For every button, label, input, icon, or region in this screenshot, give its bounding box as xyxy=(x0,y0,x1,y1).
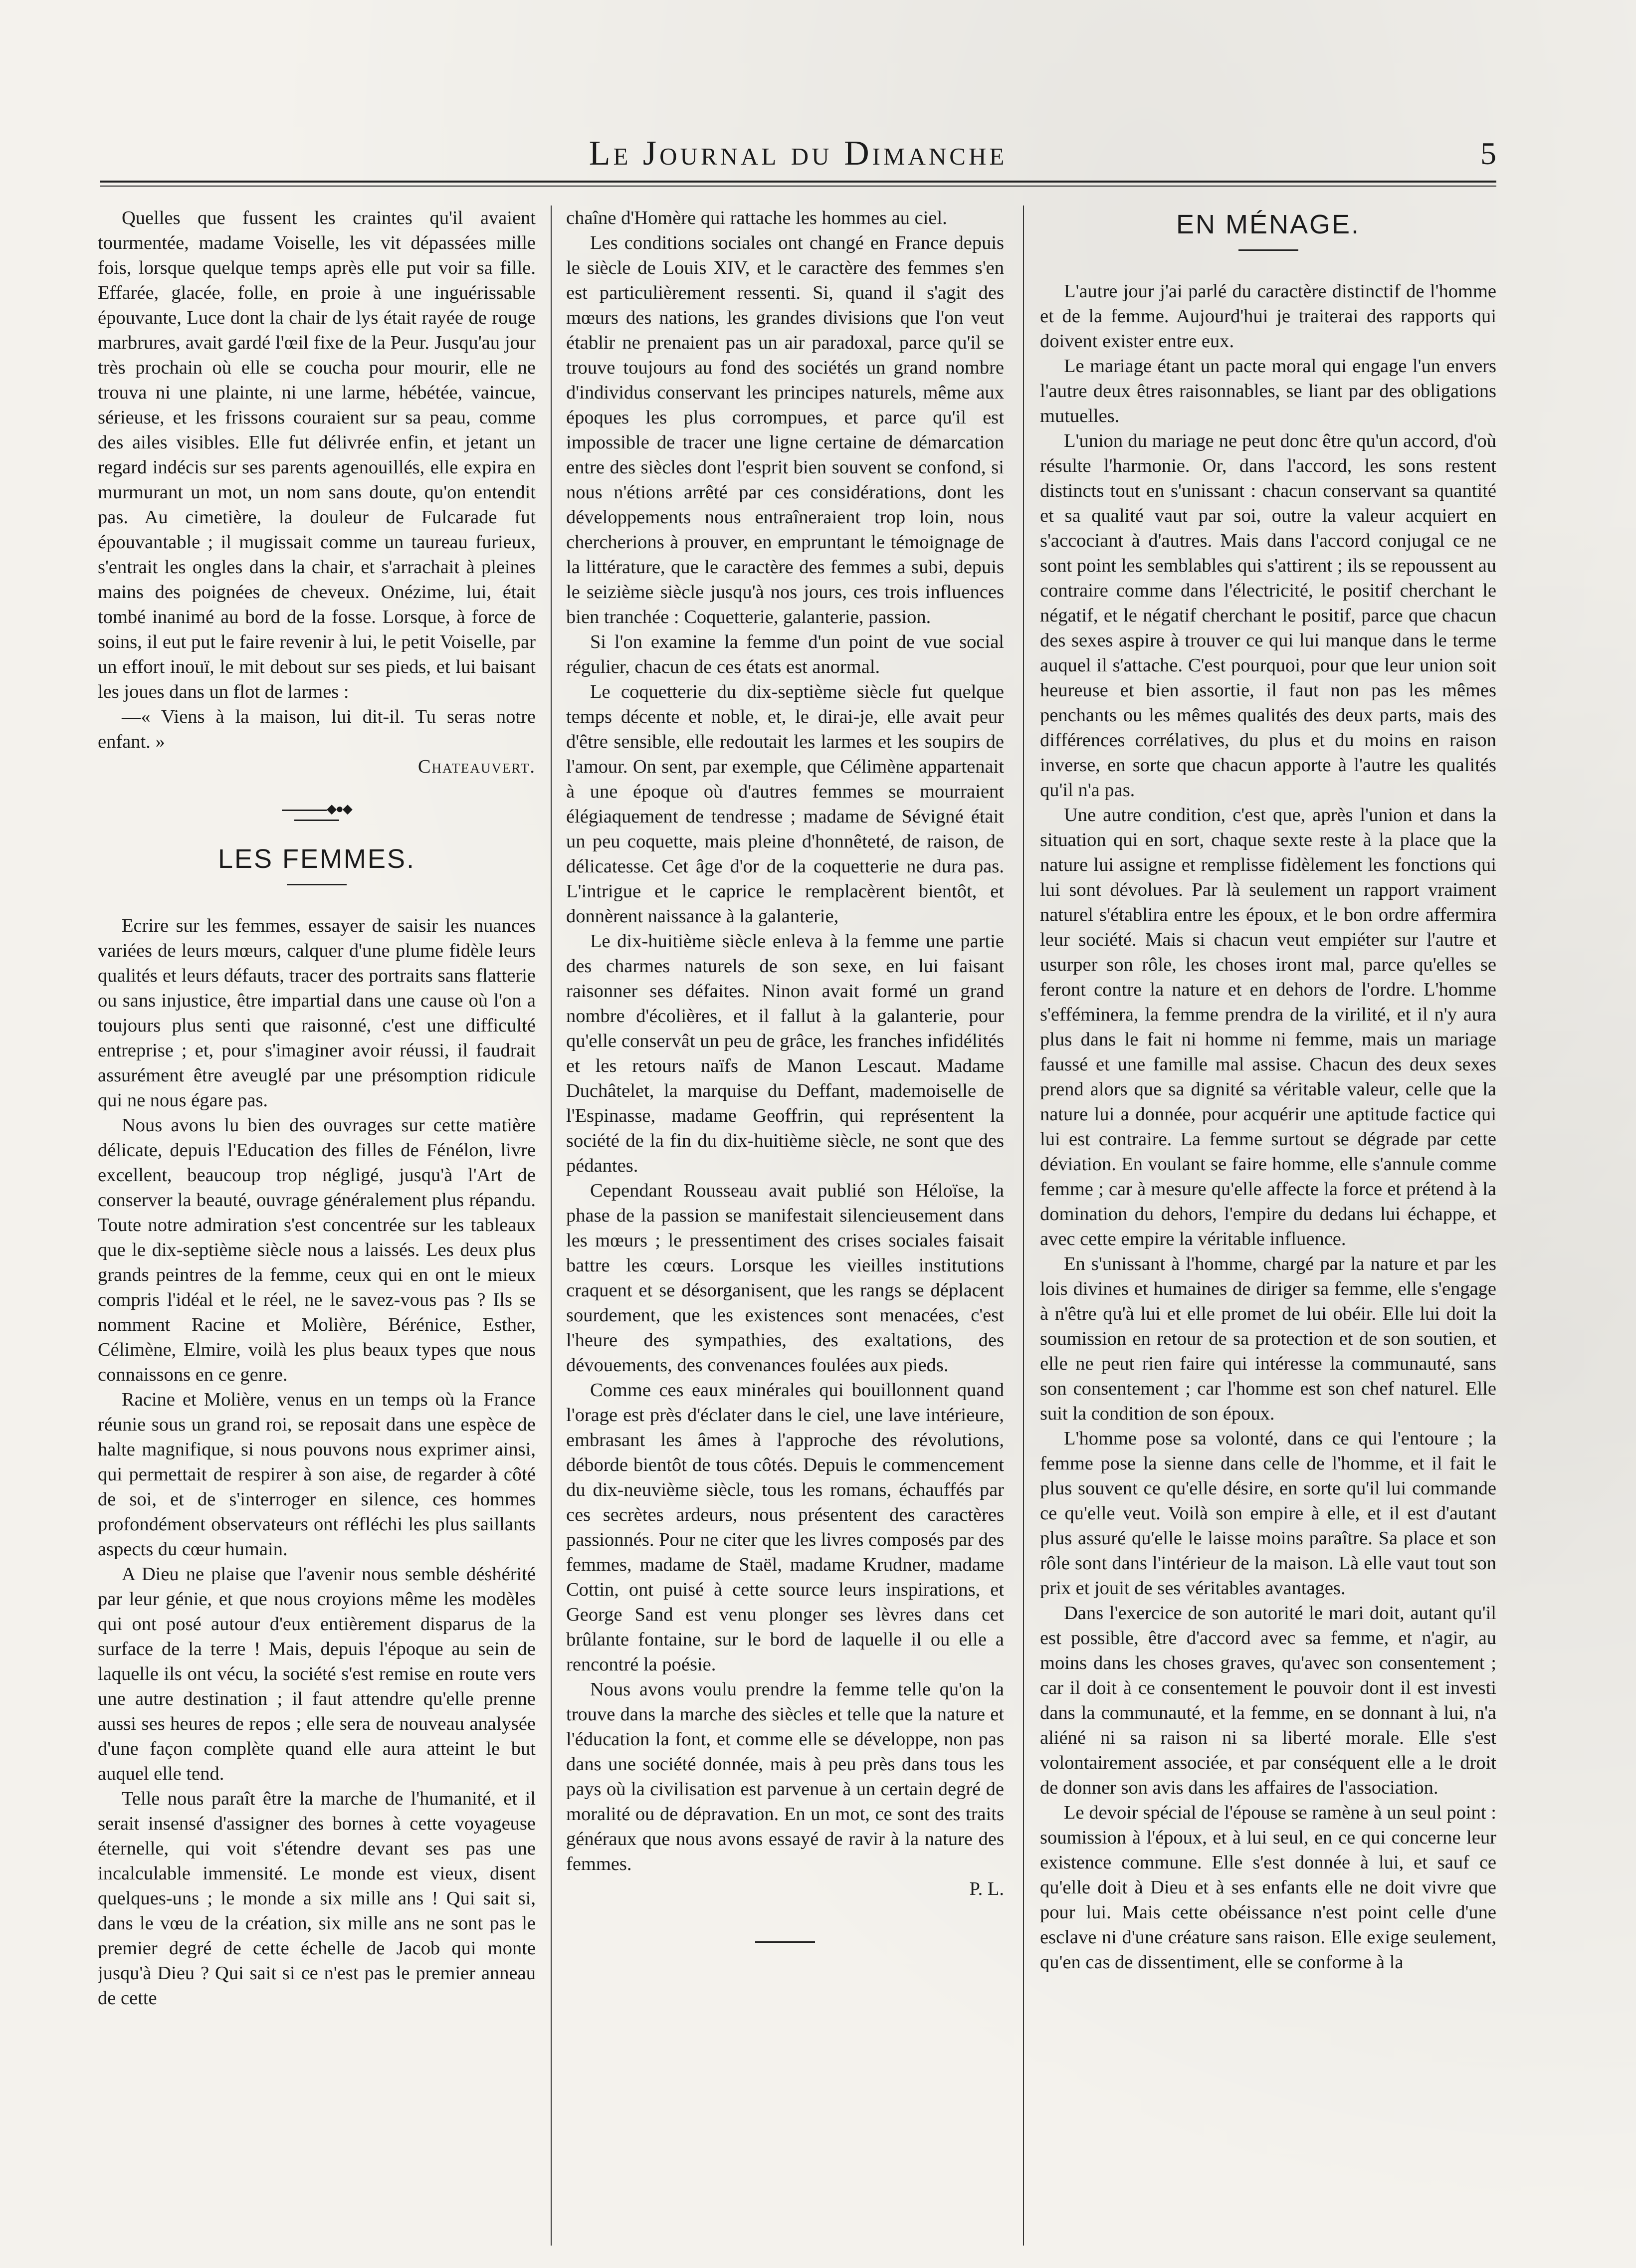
article-paragraph: Une autre condition, c'est que, après l'union et dans la situation qui en sort, chaque sexte reste à la place que la nature lui assigne et remplisse fidèlement les fonctions qui lui sont dévolues. Par là seulement un rapport vraiment naturel s'établira entre les époux, et le bon ordre affermira leur société. Mais si chacun veut empiéter sur l'autre et usurper son rôle, les choses iront mal, parce qu'elles se feront contre la nature et en dehors de l'ordre. L'homme s'efféminera, la femme prendra de la virilité, et il n'y aura plus dans le fait ni homme ni femme, mais un mariage faussé et une famille mal assise. Chacun des deux sexes prend alors que sa dignité sa véritable valeur, celle que la nature lui a donnée, pour acquérir une aptitude factice qui lui est contraire. La femme surtout se dégrade par cette déviation. En voulant se faire homme, elle s'annule comme femme ; car à mesure qu'elle affecte la force et prétend à la domination du dehors, l'empire du dedans lui échappe, et avec cette empire la véritable influence. xyxy=(1040,805,1496,1249)
article-paragraph: Racine et Molière, venus en un temps où la France réunie sous un grand roi, se reposait dans une espèce de halte magnifique, si nous pouvons nous exprimer ainsi, qui permettait de respirer à son aise, de regarder à côté de soi, et de s'interroger en silence, ces hommes profondément observateurs ont réfléchi les plus saillants aspects du cœur humain. xyxy=(98,1389,536,1560)
article-paragraph: Cependant Rousseau avait publié son Héloïse, la phase de la passion se manifestait silencieusement dans les mœurs ; le pressentiment des crises sociales faisait battre les cœurs. Lorsque les vieilles institutions craquent et se désorganisent, que les rangs se déplacent sourdement, que les existences sont menacées, c'est l'heure des sympathies, des exaltations, des dévouements, des convenances foulées aux pieds. xyxy=(566,1180,1004,1376)
section-title: LES FEMMES. xyxy=(217,844,416,874)
article-paragraph: Si l'on examine la femme d'un point de vue social régulier, chacun de ces états est anormal. xyxy=(566,631,1004,677)
article-paragraph: Nous avons lu bien des ouvrages sur cette matière délicate, depuis l'Education des filles de Fénélon, livre excellent, beaucoup trop négligé, jusqu'à l'Art de conserver la beauté, ouvrage généralement plus répandu. Toute notre admiration s'est concentrée sur les tableaux que le dix-septième siècle nous a laissés. Les deux plus grands peintres de la femme, ceux qui en ont le mieux compris l'idéal et le réel, ne le savez-vous pas ? Ils se nomment Racine et Molière, Bérénice, Esther, Célimène, Elmire, voilà les plus beaux types que nous connaissons en ce genre. xyxy=(98,1115,536,1385)
article-paragraph: Comme ces eaux minérales qui bouillonnent quand l'orage est près d'éclater dans le ciel, une lave intérieure, embrasant les âmes à l'approche des révolutions, déborde bientôt de tous côtés. Depuis le commencement du dix-neuvième siècle, tous les romans, échauffés par ces secrètes ardeurs, nous présentent des caractères passionnés. Pour ne citer que les livres composés par des femmes, madame de Staël, madame Krudner, madame Cottin, ont puisé à cette source leurs inspirations, et George Sand est venu plonger ses lèvres dans cet brûlante fontaine, sur le bord de laquelle il ou elle a rencontré la poésie. xyxy=(566,1380,1004,1675)
column-divider xyxy=(1023,206,1024,2246)
article-paragraph: Dans l'exercice de son autorité le mari doit, autant qu'il est possible, être d'accord avec sa femme, et n'agir, au moins dans les choses graves, qu'avec son consentement ; car il doit à ce consentement le pouvoir dont il est investi dans la communauté, et la femme, en se donnant à lui, n'a aliéné ni sa raison ni sa liberté morale. Elle s'est volontairement associée, et par conséquent elle a le droit de donner son avis dans les affaires de l'association. xyxy=(1040,1603,1496,1798)
article-paragraph: L'union du mariage ne peut donc être qu'un accord, d'où résulte l'harmonie. Or, dans l'accord, les sons restent distincts tout en s'unissant : chacun conservant sa quantité et sa qualité vaut par soi, outre la valeur acquiert en s'accociant à d'autres. Mais dans l'accord conjugal ce ne sont point les semblables qui s'attirent ; ils se repoussent au contraire comme dans l'électricité, le positif cherchant le négatif, et le négatif cherchant le positif, parce que chacun des sexes aspire à trouver ce qui lui manque dans le terme auquel il s'attache. C'est pourquoi, pour que leur union soit heureuse et bien assortie, il faut non pas les mêmes penchants ou les mêmes qualités des deux parts, mais des différences corrélatives, du plus et du moins en raison inverse, en sorte que chacun apporte à l'autre les qualités qu'il n'a pas. xyxy=(1040,430,1496,801)
page-number: 5 xyxy=(1480,136,1496,171)
article-paragraph: Telle nous paraît être la marche de l'humanité, et il serait insensé d'assigner des bornes à cette voyageuse éternelle, qui voit s'étendre devant ses pas une incalculable immensité. Le monde est vieux, disent quelques-uns ; le monde a six mille ans ! Qui sait si, dans le vœu de la création, six mille ans ne sont pas le premier degré de cette échelle de Jacob qui monte jusqu'à Dieu ? Qui sait si ce n'est pas le premier anneau de cette xyxy=(98,1788,536,2009)
article-paragraph: L'autre jour j'ai parlé du caractère distinctif de l'homme et de la femme. Aujourd'hui je traiterai des rapports qui doivent exister entre eux. xyxy=(1040,281,1496,352)
article-paragraph: Nous avons voulu prendre la femme telle qu'on la trouve dans la marche des siècles et telle que la nature et l'éducation la font, et comme elle se développe, non pas dans une société donnée, mais à peu près dans tous les pays où la civilisation est parvenue à un certain degré de moralité ou de dépravation. En un mot, ce sont des traits généraux que nous avons essayé de ravir à la nature des femmes. xyxy=(566,1679,1004,1874)
article-paragraph: En s'unissant à l'homme, chargé par la nature et par les lois divines et humaines de diriger sa femme, elle s'engage à n'être qu'à lui et elle promet de lui obéir. Elle lui doit la soumission en retour de sa protection et de son soutien, et elle ne peut rien faire qui intéresse la communauté, sans son consentement ; car l'homme est son chef naturel. Elle suit la condition de son époux. xyxy=(1040,1253,1496,1424)
title-rule xyxy=(1238,249,1298,251)
ornamental-separator: ◆●◆ xyxy=(262,804,372,824)
article-paragraph: Le dix-huitième siècle enleva à la femme une partie des charmes naturels de son sexe, en lui faisant raisonner ses défaites. Ninon avait formé un grand nombre d'écolières, et il fallut à la galanterie, pour qu'elle conservât un peu de grâce, les franches infidélités et les retours naïfs de Manon Lescaut. Madame Duchâtelet, la marquise du Deffant, mademoiselle de l'Espinasse, madame Geoffrin, qui représentent la société de la fin du dix-huitième siècle, ne sont que des pédantes. xyxy=(566,931,1004,1176)
story-paragraph: —« Viens à la maison, lui dit-il. Tu seras notre enfant. » xyxy=(98,706,536,752)
header-rule-thin xyxy=(100,186,1496,187)
article-paragraph: chaîne d'Homère qui rattache les hommes au ciel. xyxy=(566,207,947,228)
page-header xyxy=(100,134,1496,174)
column-1 xyxy=(98,206,536,2211)
header-rule xyxy=(100,181,1496,183)
article-paragraph: Le mariage étant un pacte moral qui engage l'un envers l'autre deux êtres raisonnables, se liant par des obligations mutuelles. xyxy=(1040,356,1496,426)
title-rule xyxy=(287,884,347,885)
article-paragraph: Ecrire sur les femmes, essayer de saisir les nuances variées de leurs mœurs, calquer d'une plume fidèle leurs qualités et leurs défauts, tracer des portraits sans flatterie ou sans injustice, être impartial dans une cause où l'on a toujours plus senti que raisonné, c'est une difficulté entreprise ; et, pour s'imaginer avoir réussi, il faudrait assurément être aveuglé par une présomption ridicule qui ne nous égare pas. xyxy=(98,915,536,1111)
article-paragraph: A Dieu ne plaise que l'avenir nous semble déshérité par leur génie, et que nous croyions même les modèles qui ont posé autour d'eux entièrement disparus de la surface de la terre ! Mais, depuis l'époque au sein de laquelle ils ont vécu, la société s'est remise en route vers une autre destination ; il faut attendre qu'elle prenne aussi ses heures de repos ; elle sera de nouveau analysée d'une façon complète quand elle aura atteint le but auquel elle tend. xyxy=(98,1564,536,1784)
column-2 xyxy=(566,206,1004,2211)
section-title: EN MÉNAGE. xyxy=(1176,209,1361,239)
article-paragraph: L'homme pose sa volonté, dans ce qui l'entoure ; la femme pose la sienne dans celle de l'homme, et il fait le plus souvent ce qu'elle désire, en sorte qu'il lui commande ce qu'elle veut. Voilà son empire à elle, et il est d'autant plus assuré qu'elle le laisse moins paraître. Sa place et son rôle sont dans l'intérieur de la maison. Là elle vaut tout son prix et jouit de ses véritables avantages. xyxy=(1040,1428,1496,1599)
article-paragraph: Le devoir spécial de l'épouse se ramène à un seul point : soumission à l'époux, et à lui seul, en ce qui concerne leur existence commune. Elle s'est donnée à lui, et sauf ce qu'elle doit à Dieu et à ses enfants elle ne doit vivre que pour lui. Mais cette obéissance n'est point celle d'une esclave ni d'une créature sans raison. Elle exige seulement, qu'en cas de dissentiment, elle se conforme à la xyxy=(1040,1802,1496,1973)
article-paragraph: Les conditions sociales ont changé en France depuis le siècle de Louis XIV, et le caractère des femmes s'en est particulièrement ressenti. Si, quand il s'agit des mœurs des nations, les grandes divisions que l'on veut établir ne prenaient pas un air paradoxal, parce qu'il se trouve toujours au fond des sociétés un grand nombre d'individus conservant les principes naturels, même aux époques les plus corrompues, et parce qu'il est impossible de tracer une ligne certaine de démarcation entre des siècles dont l'esprit bien souvent se confond, si nous n'étions arrêté par ces considérations, dont les développements nous entraîneraient trop loin, nous chercherions à prouver, en empruntant le témoignage de la littérature, que le caractère des femmes a subi, depuis le seizième siècle jusqu'à nos jours, ces trois influences bien tranchée : Coquetterie, galanterie, passion. xyxy=(566,232,1004,627)
story-paragraph: Quelles que fussent les craintes qu'il avaient tourmentée, madame Voiselle, les vit dépassées mille fois, lorsque quelque temps après elle put voir sa fille. Effarée, glacée, folle, en proie à une inguérissable épouvante, Luce dont la chair de lys était rayée de rouge marbrures, avait gardé l'œil fixe de la Peur. Jusqu'au jour très prochain où elle se coucha pour mourir, elle ne trouva ni une plainte, ni une larme, hébétée, vaincue, sérieuse, et les frissons couraient sur sa peau, comme des ailes visibles. Elle fut délivrée enfin, et jetant un regard indécis sur ses parents agenouillés, elle expira en murmurant un mot, un nom sans doute, qu'on entendit pas. Au cimetière, la douleur de Fulcarade fut épouvantable ; il mugissait comme un taureau furieux, s'entrait les ongles dans la chair, et s'arrachait à pleines mains des poignées de cheveux. Onézime, lui, était tombé inanimé au bord de la fosse. Lorsque, à force de soins, il eut put le faire revenir à lui, le petit Voiselle, par un effort inouï, le mit debout sur ses pieds, et lui baisant les joues dans un flot de larmes : xyxy=(98,207,536,702)
article-paragraph: Le coquetterie du dix-septième siècle fut quelque temps décente et noble, et, le dirai-je, elle avait peur d'être sensible, elle redoutait les larmes et les soupirs de l'amour. On sent, par exemple, que Célimène appartenait à une époque où d'autres femmes se mourraient élégiaquement de tendresse ; madame de Sévigné était un peu coquette, mais pleine d'honnêteté, de raison, de délicatesse. Cet âge d'or de la coquetterie ne dura pas. L'intrigue et le caprice le remplacèrent bientôt, et donnèrent naissance à la galanterie, xyxy=(566,681,1004,927)
story-signature: Chateauvert. xyxy=(417,756,536,777)
masthead: Le Journal du Dimanche xyxy=(589,134,1008,173)
column-3 xyxy=(1040,206,1496,2211)
column-divider xyxy=(551,206,552,2246)
end-rule xyxy=(755,1941,815,1943)
article-signature: P. L. xyxy=(969,1878,1004,1899)
